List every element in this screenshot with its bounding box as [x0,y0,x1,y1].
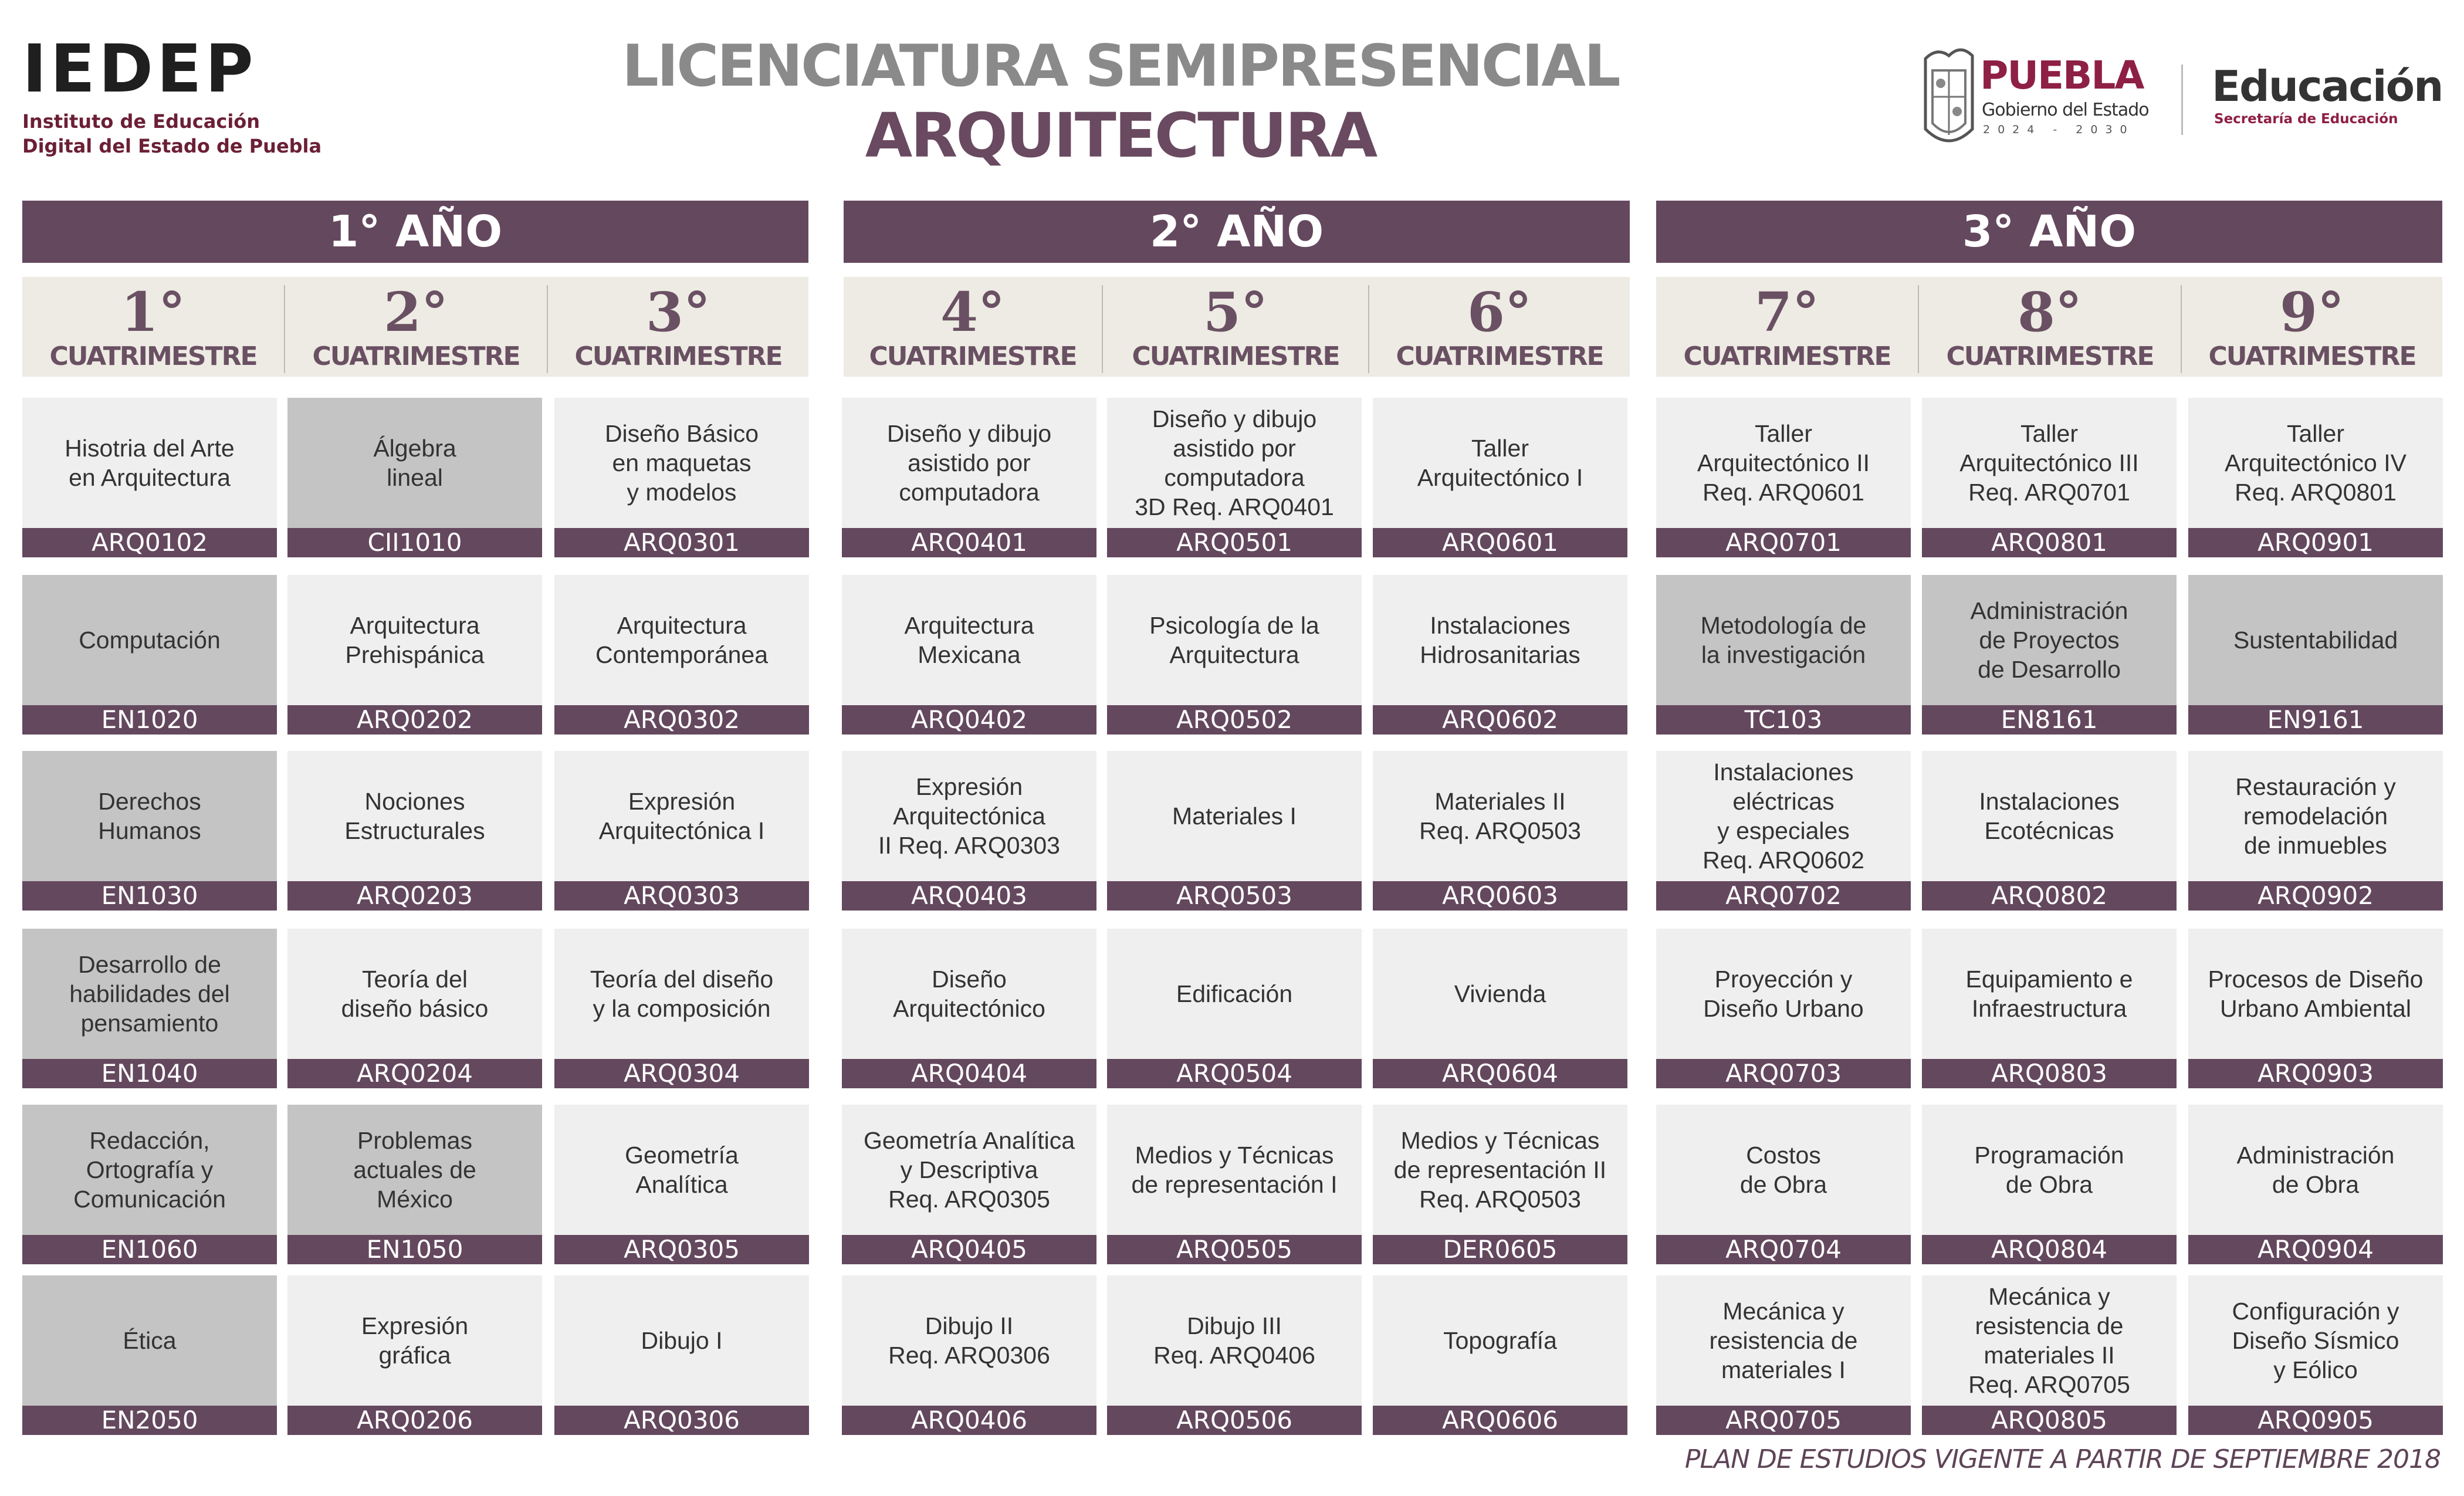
course-code: ARQ0202 [287,705,542,735]
course-name: Dibujo III Req. ARQ0406 [1107,1275,1362,1406]
semester-header [22,277,284,377]
course-name: Geometría Analítica y Descriptiva Req. ARQ0305 [842,1105,1096,1235]
course-code: EN1030 [22,881,277,911]
course-cell [1107,1105,1362,1264]
course-cell [287,575,542,735]
course-cell [287,398,542,557]
course-name: Diseño Básico en maquetas y modelos [554,398,809,528]
course-name: Vivienda [1373,929,1627,1059]
semester-header-group-2 [844,277,1630,377]
course-code: ARQ0502 [1107,705,1362,735]
course-code: ARQ0801 [1922,528,2177,557]
course-cell [1922,398,2177,557]
course-name: Mecánica y resistencia de materiales II Req. ARQ0705 [1922,1275,2177,1406]
course-name: Derechos Humanos [22,751,277,881]
semester-header [1656,277,1918,377]
course-name: Arquitectura Contemporánea [554,575,809,705]
course-code: ARQ0705 [1656,1406,1911,1435]
iedep-wordmark: IEDEP [22,31,257,107]
course-code: ARQ0606 [1373,1406,1627,1435]
course-name: Topografía [1373,1275,1627,1406]
course-cell [1922,1275,2177,1435]
course-cell [842,929,1096,1088]
course-code: EN1020 [22,705,277,735]
course-code: ARQ0406 [842,1406,1096,1435]
semester-label: CUATRIMESTRE [869,341,1077,371]
course-cell [22,1105,277,1264]
course-cell [2188,751,2443,911]
course-cell [2188,929,2443,1088]
course-name: Administración de Proyectos de Desarrollo [1922,575,2177,705]
course-cell [287,929,542,1088]
course-code: ARQ0504 [1107,1059,1362,1088]
semester-label: CUATRIMESTRE [1683,341,1891,371]
iedep-subtitle-line1: Instituto de Educación [22,110,260,133]
course-code: ARQ0403 [842,881,1096,911]
course-cell [1373,398,1627,557]
course-code: ARQ0903 [2188,1059,2443,1088]
course-code: ARQ0301 [554,528,809,557]
course-code: ARQ0306 [554,1406,809,1435]
course-cell [22,929,277,1088]
semester-number: 3° [645,280,710,344]
course-code: ARQ0401 [842,528,1096,557]
course-code: ARQ0805 [1922,1406,2177,1435]
course-code: ARQ0305 [554,1235,809,1264]
semester-number: 1° [120,280,185,344]
course-cell [1107,398,1362,557]
course-cell [1373,575,1627,735]
course-cell [842,1105,1096,1264]
course-code: ARQ0703 [1656,1059,1911,1088]
course-name: Restauración y remodelación de inmuebles [2188,751,2443,881]
course-name: Taller Arquitectónico I [1373,398,1627,528]
course-code: EN9161 [2188,705,2443,735]
course-cell [1373,1275,1627,1435]
course-cell [2188,575,2443,735]
course-code: ARQ0102 [22,528,277,557]
course-name: Materiales I [1107,751,1362,881]
course-code: TC103 [1656,705,1911,735]
semester-label: CUATRIMESTRE [1396,341,1603,371]
course-name: Metodología de la investigación [1656,575,1911,705]
course-name: Materiales II Req. ARQ0503 [1373,751,1627,881]
course-name: Nociones Estructurales [287,751,542,881]
course-name: Diseño Arquitectónico [842,929,1096,1059]
semester-label: CUATRIMESTRE [312,341,520,371]
course-cell [842,575,1096,735]
course-name: Medios y Técnicas de representación I [1107,1105,1362,1235]
course-code: DER0605 [1373,1235,1627,1264]
course-code: EN1050 [287,1235,542,1264]
course-code: ARQ0702 [1656,881,1911,911]
year-band-1: 1° AÑO [22,201,808,263]
semester-label: CUATRIMESTRE [2208,341,2416,371]
course-name: Taller Arquitectónico II Req. ARQ0601 [1656,398,1911,528]
course-name: Sustentabilidad [2188,575,2443,705]
course-code: EN2050 [22,1406,277,1435]
course-name: Medios y Técnicas de representación II Req. ARQ0503 [1373,1105,1627,1235]
course-cell [554,751,809,911]
course-code: ARQ0604 [1373,1059,1627,1088]
course-cell [22,751,277,911]
course-code: ARQ0402 [842,705,1096,735]
government-logos [1901,41,2446,158]
course-cell [2188,1275,2443,1435]
course-name: Hisotria del Arte en Arquitectura [22,398,277,528]
course-name: Dibujo II Req. ARQ0306 [842,1275,1096,1406]
semester-header [844,277,1102,377]
iedep-logo [22,31,322,158]
course-cell [287,751,542,911]
course-code: ARQ0501 [1107,528,1362,557]
page-title: LICENCIATURA SEMIPRESENCIAL [622,33,1619,100]
course-code: ARQ0603 [1373,881,1627,911]
course-cell [1922,929,2177,1088]
course-code: ARQ0204 [287,1059,542,1088]
semester-number: 4° [940,280,1005,344]
course-name: Instalaciones eléctricas y especiales Req. ARQ0602 [1656,751,1911,881]
course-code: ARQ0704 [1656,1235,1911,1264]
course-cell [1656,929,1911,1088]
semester-label: CUATRIMESTRE [49,341,257,371]
course-code: ARQ0905 [2188,1406,2443,1435]
course-name: Edificación [1107,929,1362,1059]
course-name: Expresión gráfica [287,1275,542,1406]
course-name: Diseño y dibujo asistido por computadora 3D Req. ARQ0401 [1107,398,1362,528]
course-code: ARQ0405 [842,1235,1096,1264]
course-cell [1107,575,1362,735]
year-band-2: 2° AÑO [844,201,1630,263]
course-name: Teoría del diseño básico [287,929,542,1059]
semester-header [1103,277,1368,377]
semester-number: 7° [1754,280,1819,344]
course-code: ARQ0506 [1107,1406,1362,1435]
semester-header-group-3 [1656,277,2442,377]
course-code: ARQ0203 [287,881,542,911]
semester-number: 8° [2017,280,2082,344]
course-code: ARQ0302 [554,705,809,735]
course-cell [22,398,277,557]
page-subtitle: ARQUITECTURA [865,100,1376,171]
course-cell [2188,398,2443,557]
course-name: Ética [22,1275,277,1406]
course-code: ARQ0404 [842,1059,1096,1088]
plan-footer: PLAN DE ESTUDIOS VIGENTE A PARTIR DE SEPTIEMBRE 2018 [1684,1444,2441,1474]
semester-label: CUATRIMESTRE [574,341,782,371]
semester-header [1919,277,2181,377]
course-cell [2188,1105,2443,1264]
course-cell [1922,1105,2177,1264]
course-name: Problemas actuales de México [287,1105,542,1235]
gobierno-label: Gobierno del Estado [1982,100,2149,120]
course-cell [554,575,809,735]
semester-number: 6° [1467,280,1532,344]
course-name: Taller Arquitectónico III Req. ARQ0701 [1922,398,2177,528]
course-name: Desarrollo de habilidades del pensamiento [22,929,277,1059]
course-name: Administración de Obra [2188,1105,2443,1235]
course-code: EN8161 [1922,705,2177,735]
course-name: Costos de Obra [1656,1105,1911,1235]
puebla-wordmark: PUEBLA [1980,53,2144,98]
course-name: Dibujo I [554,1275,809,1406]
course-code: ARQ0602 [1373,705,1627,735]
period-label: 2024 - 2030 [1983,123,2135,136]
course-code: ARQ0904 [2188,1235,2443,1264]
semester-number: 5° [1203,280,1268,344]
logo-divider [2181,65,2183,135]
semester-header-group-1 [22,277,808,377]
course-name: Taller Arquitectónico IV Req. ARQ0801 [2188,398,2443,528]
course-name: Geometría Analítica [554,1105,809,1235]
course-cell [1922,751,2177,911]
iedep-subtitle-line2: Digital del Estado de Puebla [22,135,322,157]
course-cell [1373,929,1627,1088]
course-code: ARQ0803 [1922,1059,2177,1088]
course-code: ARQ0503 [1107,881,1362,911]
semester-number: 9° [2279,280,2344,344]
course-name: Redacción, Ortografía y Comunicación [22,1105,277,1235]
course-cell [287,1105,542,1264]
semester-number: 2° [383,280,448,344]
course-cell [22,575,277,735]
course-cell [554,1275,809,1435]
course-code: ARQ0804 [1922,1235,2177,1264]
course-cell [842,751,1096,911]
course-name: Instalaciones Hidrosanitarias [1373,575,1627,705]
course-code: ARQ0304 [554,1059,809,1088]
course-code: ARQ0505 [1107,1235,1362,1264]
course-code: EN1040 [22,1059,277,1088]
semester-label: CUATRIMESTRE [1132,341,1339,371]
course-code: ARQ0802 [1922,881,2177,911]
course-name: Instalaciones Ecotécnicas [1922,751,2177,881]
course-cell [554,1105,809,1264]
course-cell [1656,1275,1911,1435]
semester-label: CUATRIMESTRE [1946,341,2154,371]
course-cell [1373,1105,1627,1264]
course-name: Expresión Arquitectónica I [554,751,809,881]
course-code: ARQ0303 [554,881,809,911]
course-cell [1656,1105,1911,1264]
course-cell [842,398,1096,557]
course-cell [554,929,809,1088]
course-code: ARQ0206 [287,1406,542,1435]
course-name: Diseño y dibujo asistido por computadora [842,398,1096,528]
course-name: Álgebra lineal [287,398,542,528]
semester-header [1369,277,1630,377]
course-code: ARQ0701 [1656,528,1911,557]
course-name: Psicología de la Arquitectura [1107,575,1362,705]
course-name: Expresión Arquitectónica II Req. ARQ0303 [842,751,1096,881]
course-name: Arquitectura Mexicana [842,575,1096,705]
course-cell [554,398,809,557]
course-name: Configuración y Diseño Sísmico y Eólico [2188,1275,2443,1406]
course-cell [287,1275,542,1435]
course-name: Teoría del diseño y la composición [554,929,809,1059]
course-cell [1656,751,1911,911]
course-cell [1656,575,1911,735]
course-name: Arquitectura Prehispánica [287,575,542,705]
course-code: CII1010 [287,528,542,557]
semester-header [548,277,808,377]
course-name: Equipamiento e Infraestructura [1922,929,2177,1059]
semester-header [285,277,547,377]
course-code: ARQ0902 [2188,881,2443,911]
course-code: ARQ0901 [2188,528,2443,557]
course-cell [1107,1275,1362,1435]
course-cell [842,1275,1096,1435]
course-cell [1922,575,2177,735]
course-name: Computación [22,575,277,705]
course-cell [1373,751,1627,911]
course-name: Mecánica y resistencia de materiales I [1656,1275,1911,1406]
course-cell [1107,929,1362,1088]
course-name: Procesos de Diseño Urbano Ambiental [2188,929,2443,1059]
course-cell [22,1275,277,1435]
year-band-3: 3° AÑO [1656,201,2442,263]
secretaria-label: Secretaría de Educación [2214,111,2398,127]
course-code: ARQ0601 [1373,528,1627,557]
course-cell [1107,751,1362,911]
course-code: EN1060 [22,1235,277,1264]
course-cell [1656,398,1911,557]
course-name: Proyección y Diseño Urbano [1656,929,1911,1059]
educacion-wordmark: Educación [2212,62,2443,111]
course-name: Programación de Obra [1922,1105,2177,1235]
semester-header [2182,277,2442,377]
